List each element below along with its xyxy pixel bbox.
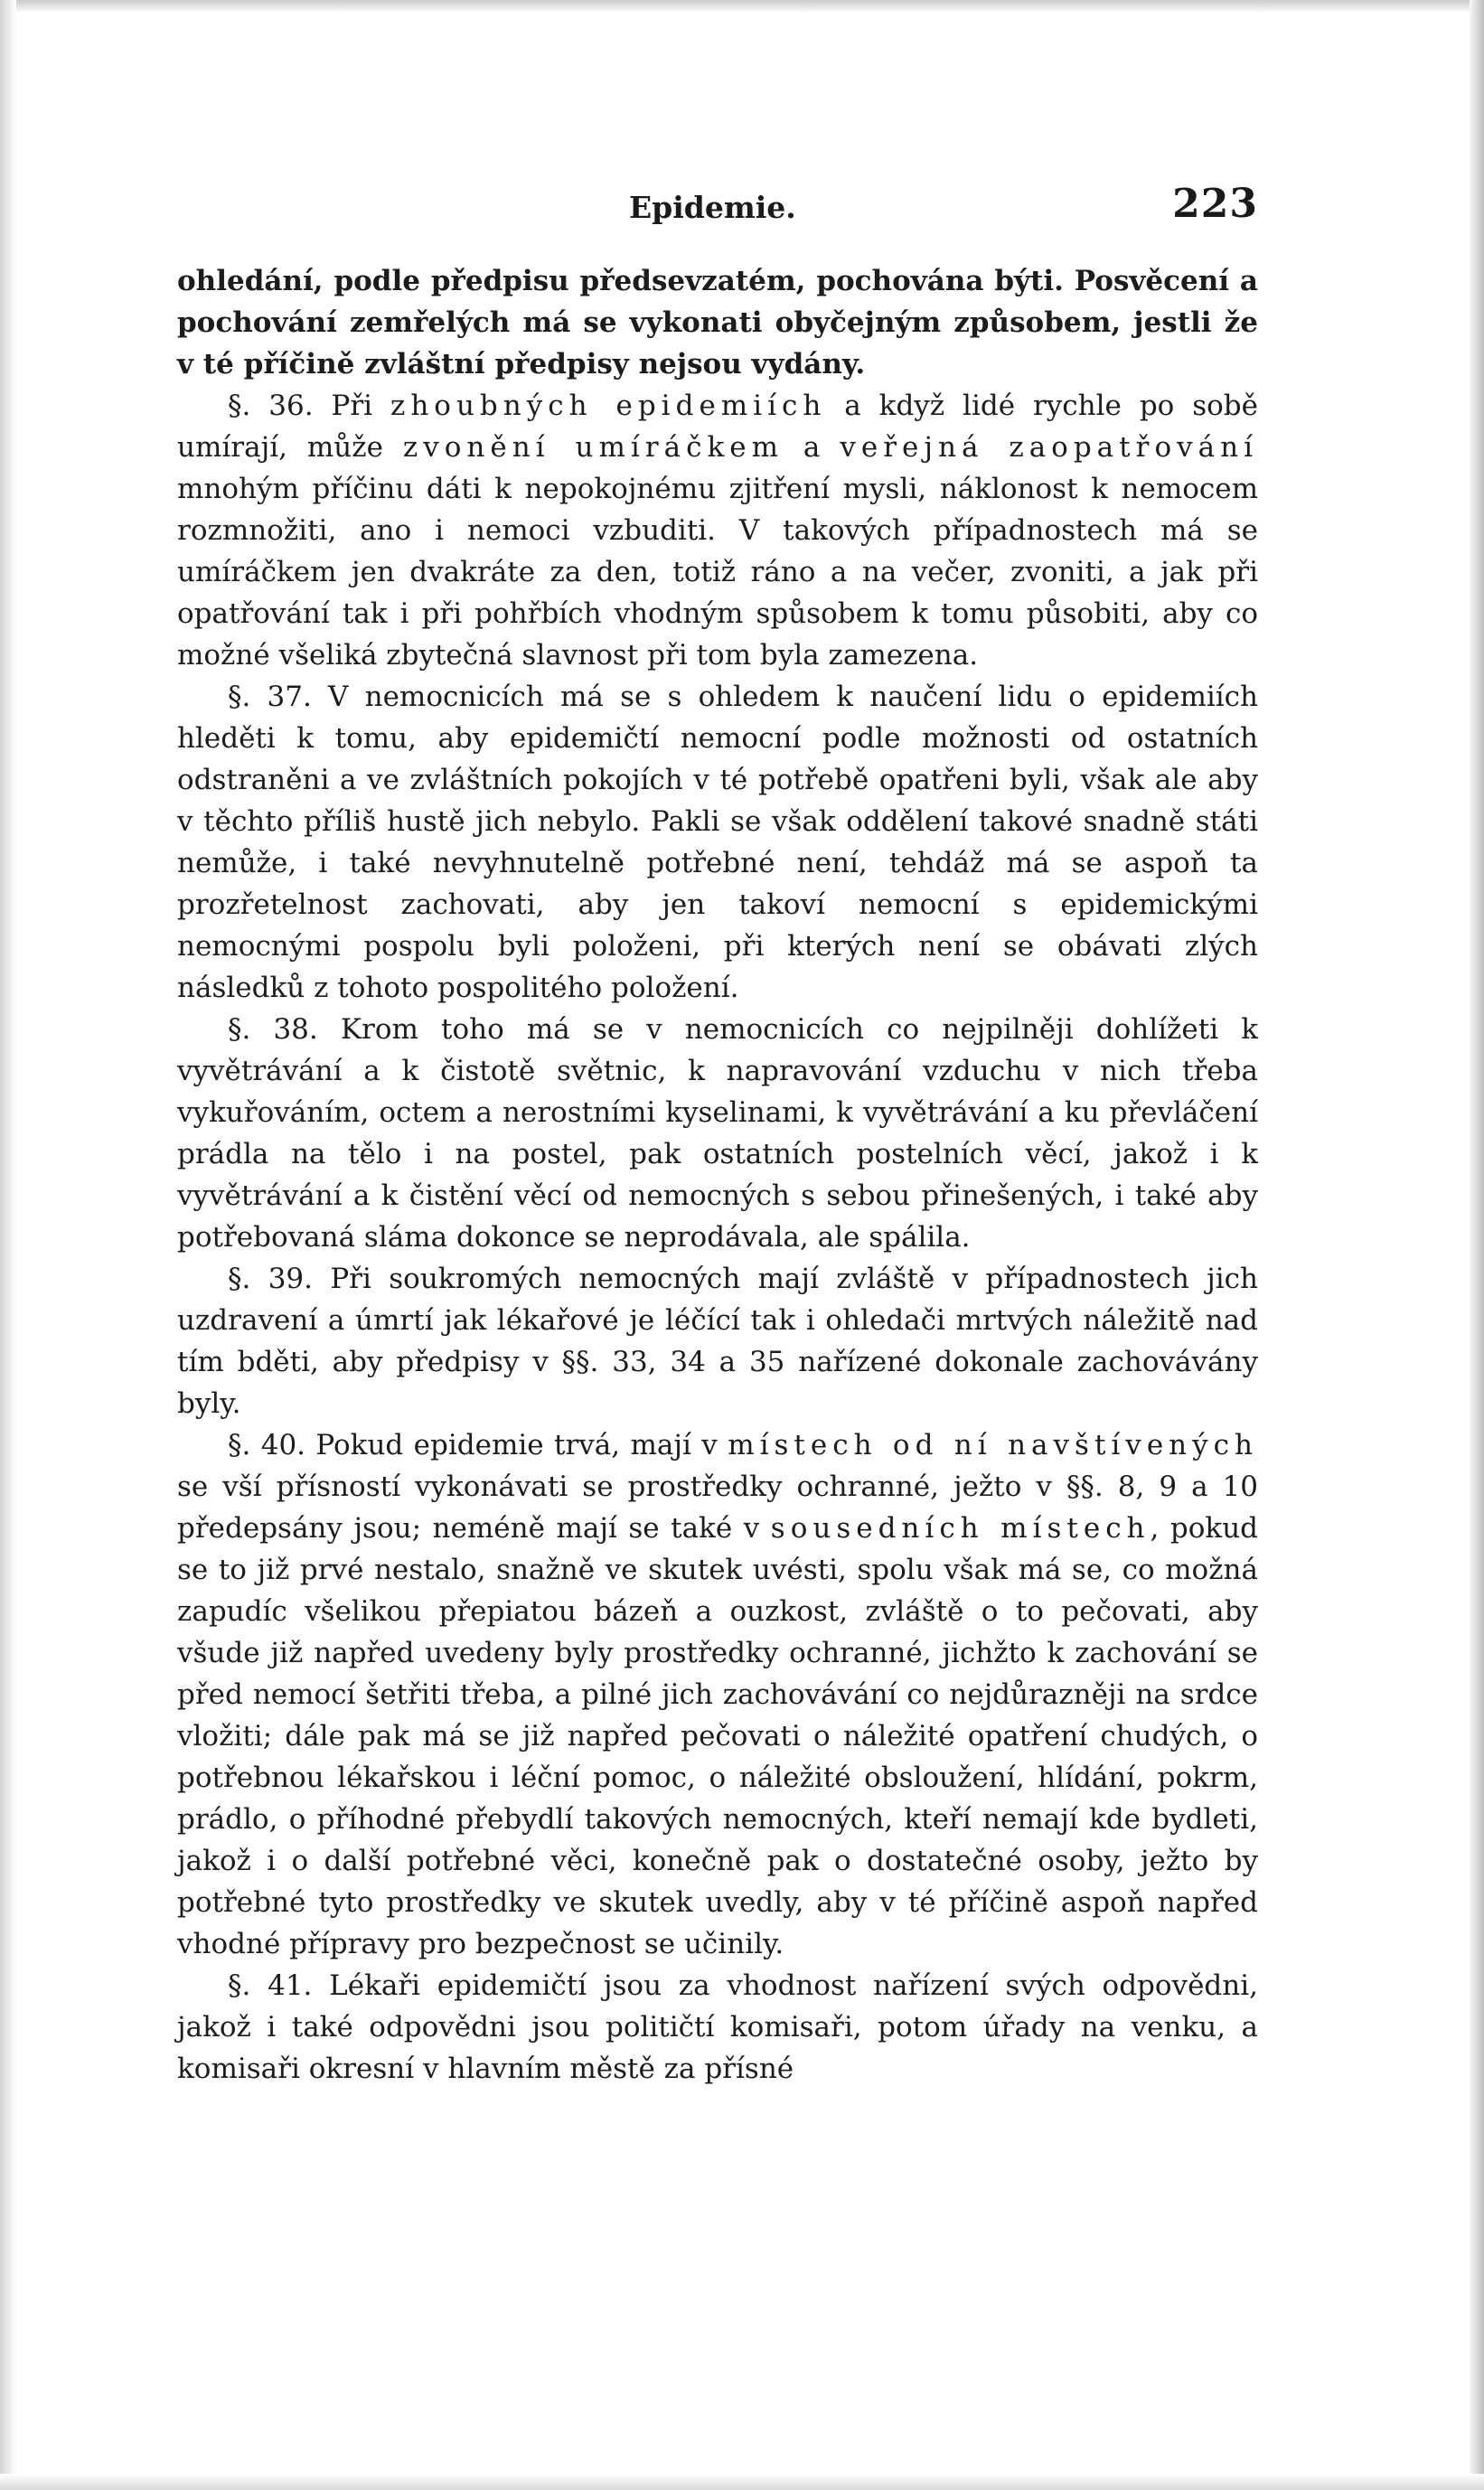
scan-edge-bottom bbox=[0, 2474, 1484, 2490]
paragraph-section-38 bbox=[177, 1009, 1258, 1258]
text-run: §. 37. V nemocnicích má se s ohledem k naučení lidu o epidemiích hleděti k tomu, aby epidemičtí nemocní podle možnosti od ostatních odstraněni a ve zvláštních pokojích v té potřebě opatřeni byli, však ale aby v těchto příliš hustě jich nebylo. Pakli se však oddělení takové snadně státi nemůže, i také nevyhnutelně potřebné není, tehdáž má se aspoň ta prozřetelnost zachovati, aby jen takoví nemocní s epidemickými nemocnými pospolu byli položeni, při kterých není se obávati zlých následků z tohoto pospolitého položení. bbox=[177, 681, 1258, 1004]
page-number: 223 bbox=[1172, 181, 1258, 227]
scan-edge-right bbox=[1470, 0, 1484, 2490]
paragraph-section-37 bbox=[177, 676, 1258, 1009]
text-run: §. 40. Pokud epidemie trvá, mají v bbox=[228, 1429, 728, 1461]
text-run: se vší přísností vykonávati se prostředky ochranné, ježto v §§. 8, 9 a 10 předepsány jsou; neméně mají se také v bbox=[177, 1471, 1258, 1545]
paragraph-continuation bbox=[177, 260, 1258, 385]
running-head bbox=[177, 181, 1258, 235]
paragraph-section-36 bbox=[177, 385, 1258, 676]
text-run: §. 36. Při bbox=[228, 390, 390, 422]
text-run: §. 38. Krom toho má se v nemocnicích co nejpilněji dohlížeti k vyvětrávání a k čistotě světnic, k napravování vzduchu v nich třeba vykuřováním, octem a nerostními kyselinami, k vyvětrávání a ku převláčení prádla na tělo i na postel, pak ostatních postelních věcí, jakož i k vyvětrávání a k čistění věcí od nemocných s sebou přinešených, i také aby potřebovaná sláma dokonce se neprodávala, ale spálila. bbox=[177, 1013, 1258, 1254]
spaced-emphasis-text: sousedních místech bbox=[770, 1512, 1151, 1545]
spaced-emphasis-text: zhoubných epidemiích bbox=[390, 390, 827, 422]
spaced-emphasis-text: veřejná zaopatřování bbox=[840, 431, 1258, 464]
scan-edge-left bbox=[0, 0, 16, 2490]
running-title: Epidemie. bbox=[629, 190, 796, 225]
text-run: §. 41. Lékaři epidemičtí jsou za vhodnost nařízení svých odpovědni, jakož i také odpovědni jsou političtí komisaři, potom úřady na venku, a komisaři okresní v hlavním městě za přísné bbox=[177, 1969, 1258, 2085]
paragraph-section-39 bbox=[177, 1258, 1258, 1424]
text-run: ohledání, podle předpisu předsevzatém, pochována býti. Posvěcení a pochování zemřelých má se vykonati obyčejným způsobem, jestli že v té příčině zvláštní předpisy nejsou vydány. bbox=[177, 265, 1258, 381]
text-run: , pokud se to již prvé nestalo, snažně ve skutek uvésti, spolu však má se, co možná zapudíc všelikou přepiatou bázeň a ouzkost, zvláště o to pečovati, aby všude již napřed uvedeny byly prostředky ochranné, jichžto k zachování se před nemocí šetřiti třeba, a pilné jich zachovávání co nejdůrazněji na srdce vložiti; dále pak má se již napřed pečovati o náležité opatření chudých, o potřebnou lékařskou i léční pomoc, o náležité obsloužení, hlídání, pokrm, prádlo, o příhodné přebydlí takových nemocných, kteří nemají kde bydleti, jakož i o další potřebné věci, konečně pak o dostatečné osoby, ježto by potřebné tyto prostředky ve skutek uvedly, aby v té příčině aspoň napřed vhodné přípravy pro bezpečnost se učinily. bbox=[177, 1512, 1258, 1960]
paragraph-section-40 bbox=[177, 1424, 1258, 1965]
spaced-emphasis-text: zvonění umíráčkem bbox=[402, 431, 784, 464]
text-run: a když lidé rychle po sobě umírají, může bbox=[177, 390, 1258, 464]
text-run: a bbox=[783, 431, 841, 464]
text-run: §. 39. Při soukromých nemocných mají zvláště v případnostech jich uzdravení a úmrtí jak lékařové je léčící tak i ohledači mrtvých náležitě nad tím bděti, aby předpisy v §§. 33, 34 a 35 nařízené dokonale zachovávány byly. bbox=[177, 1263, 1258, 1420]
body-text bbox=[177, 260, 1258, 2090]
text-run: mnohým příčinu dáti k nepokojnému zjitření mysli, náklonost k nemocem rozmnožiti, ano i nemoci vzbuditi. V takových případnostech má se umíráčkem jen dvakráte za den, totiž ráno a na večer, zvoniti, a jak při opatřování tak i při pohřbích vhodným spůsobem k tomu působiti, aby co možné všeliká zbytečná slavnost při tom byla zamezena. bbox=[177, 473, 1258, 672]
spaced-emphasis-text: místech od ní navštívených bbox=[728, 1429, 1258, 1461]
paragraph-section-41 bbox=[177, 1965, 1258, 2090]
scan-edge-top bbox=[0, 0, 1484, 13]
